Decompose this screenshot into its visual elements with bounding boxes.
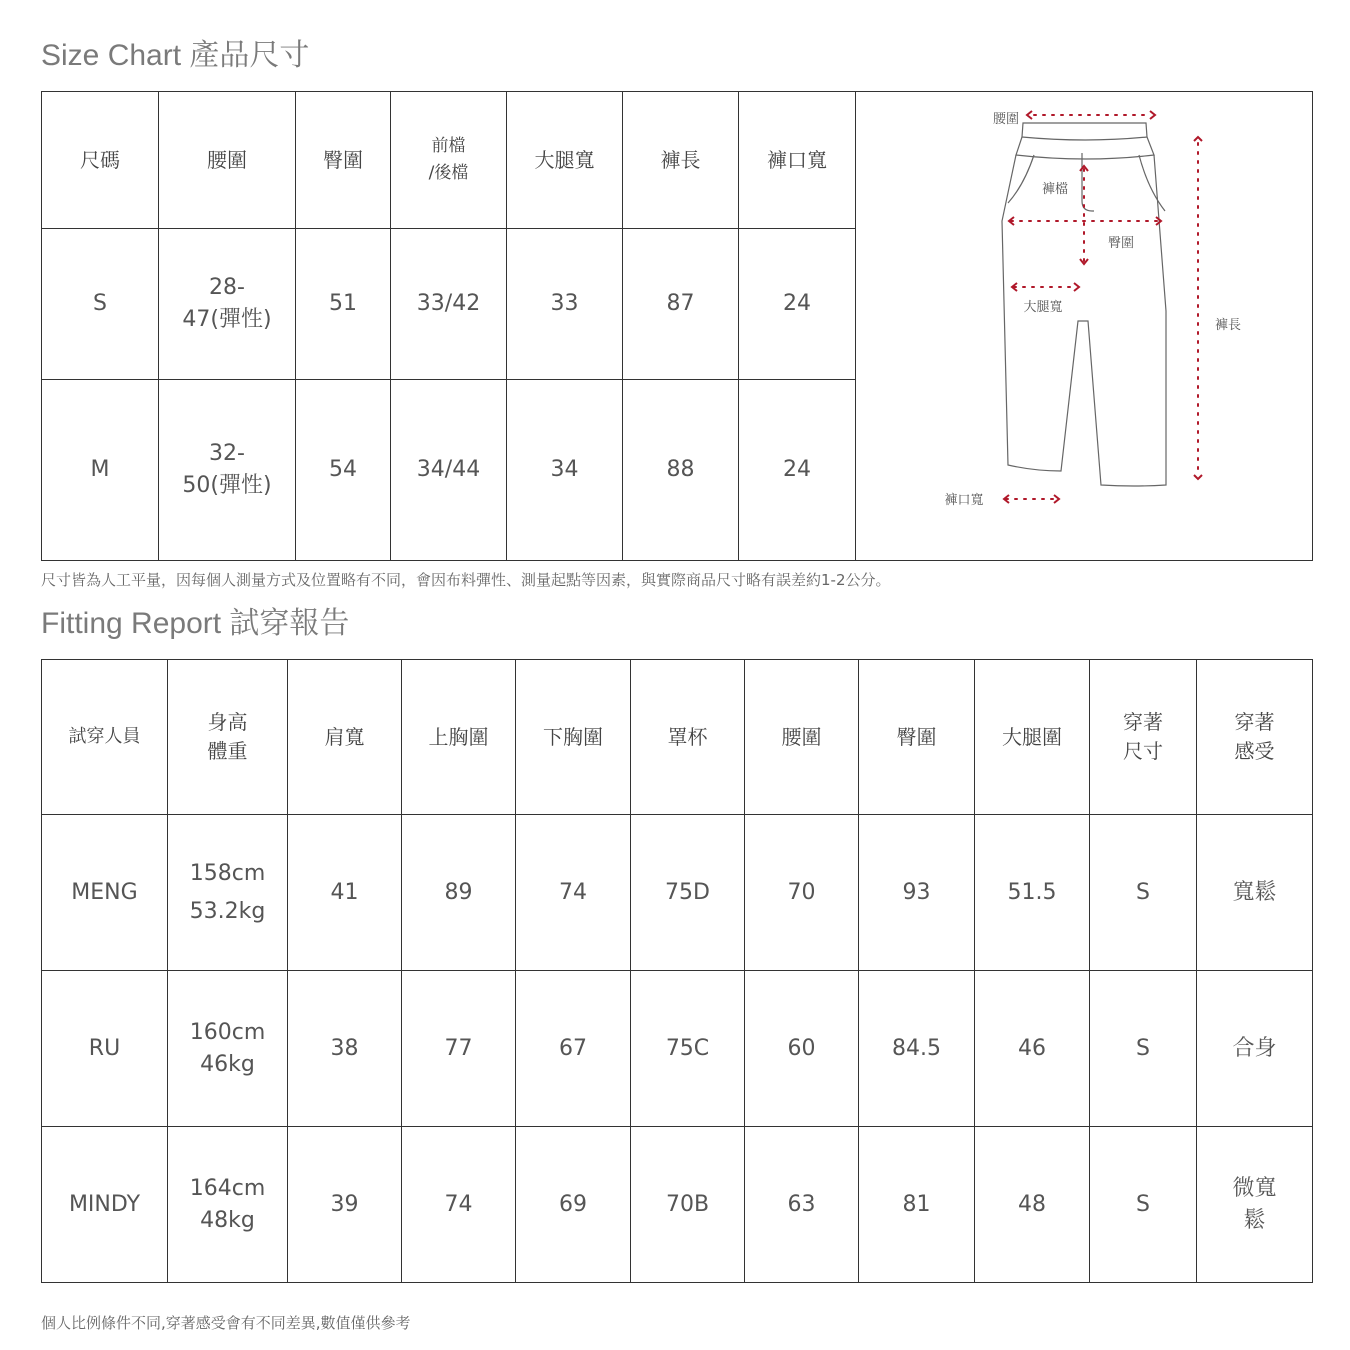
cell-feel-line1: 微寬 xyxy=(1232,1175,1277,1201)
fitting-report-note: 個人比例條件不同,穿著感受會有不同差異,數值僅供參考 xyxy=(41,1314,411,1332)
header-model: 試穿人員 xyxy=(42,660,168,815)
cell-hip: 51 xyxy=(296,229,391,380)
cell-height-weight xyxy=(168,815,288,971)
fitting-report-title: Fitting Report 試穿報告 xyxy=(41,607,350,640)
cell-rise: 33/42 xyxy=(391,229,507,380)
header-worn-size xyxy=(1090,660,1197,815)
size-chart-table xyxy=(41,91,1313,561)
cell-waist-line2: 47(彈性) xyxy=(182,307,272,332)
header-waist: 腰圍 xyxy=(159,92,296,229)
label-hip: 臀圍 xyxy=(1107,235,1135,251)
header-upper-chest: 上胸圍 xyxy=(402,660,516,815)
header-hip: 臀圍 xyxy=(859,660,975,815)
header-feel-line2: 感受 xyxy=(1234,739,1275,763)
header-rise xyxy=(391,92,507,229)
header-length: 褲長 xyxy=(623,92,739,229)
cell-upper-chest: 89 xyxy=(402,815,516,971)
cell-feel-line1: 寬鬆 xyxy=(1232,879,1277,905)
cell-worn-size: S xyxy=(1090,1127,1197,1283)
cell-model: MENG xyxy=(42,815,168,971)
cell-worn-size: S xyxy=(1090,815,1197,971)
table-row xyxy=(42,971,1313,1127)
header-waist: 腰圍 xyxy=(745,660,859,815)
cell-cup: 70B xyxy=(631,1127,745,1283)
cell-feel-line1: 合身 xyxy=(1232,1035,1277,1061)
label-waist: 腰圍 xyxy=(992,111,1020,127)
cell-worn-size: S xyxy=(1090,971,1197,1127)
cell-hem: 24 xyxy=(739,380,856,561)
cell-feel xyxy=(1197,1127,1313,1283)
label-length: 褲長 xyxy=(1214,317,1242,333)
cell-model: RU xyxy=(42,971,168,1127)
cell-thigh: 34 xyxy=(507,380,623,561)
header-feel-line1: 穿著 xyxy=(1234,710,1275,734)
label-hem: 褲口寬 xyxy=(944,492,984,508)
cell-hem: 24 xyxy=(739,229,856,380)
cell-height: 158cm xyxy=(189,861,266,887)
cell-under-chest: 74 xyxy=(516,815,631,971)
cell-weight: 46kg xyxy=(200,1051,255,1077)
header-cup: 罩杯 xyxy=(631,660,745,815)
cell-hip: 54 xyxy=(296,380,391,561)
cell-cup: 75C xyxy=(631,971,745,1127)
cell-waist xyxy=(159,380,296,561)
cell-shoulder: 41 xyxy=(288,815,402,971)
cell-height-weight xyxy=(168,1127,288,1283)
header-worn-size-line2: 尺寸 xyxy=(1123,739,1163,763)
cell-hip: 84.5 xyxy=(859,971,975,1127)
cell-feel-line2: 鬆 xyxy=(1243,1207,1266,1233)
cell-shoulder: 39 xyxy=(288,1127,402,1283)
fit-header-row xyxy=(42,660,1313,815)
cell-thigh: 48 xyxy=(975,1127,1090,1283)
header-thigh: 大腿寬 xyxy=(507,92,623,229)
pants-diagram xyxy=(856,93,1312,560)
cell-under-chest: 69 xyxy=(516,1127,631,1283)
header-feel xyxy=(1197,660,1313,815)
cell-waist: 63 xyxy=(745,1127,859,1283)
cell-under-chest: 67 xyxy=(516,971,631,1127)
cell-weight: 53.2kg xyxy=(189,898,266,924)
header-rise-back: /後檔 xyxy=(428,163,469,183)
cell-thigh: 46 xyxy=(975,971,1090,1127)
cell-waist-line2: 50(彈性) xyxy=(182,473,272,498)
header-rise-front: 前檔 xyxy=(431,135,466,156)
cell-waist-line1: 32- xyxy=(209,441,245,467)
header-thigh: 大腿圍 xyxy=(975,660,1090,815)
cell-hip: 93 xyxy=(859,815,975,971)
header-under-chest: 下胸圍 xyxy=(516,660,631,815)
cell-feel xyxy=(1197,971,1313,1127)
label-thigh: 大腿寬 xyxy=(1023,299,1063,315)
cell-length: 87 xyxy=(623,229,739,380)
cell-height: 160cm xyxy=(189,1019,266,1045)
cell-waist: 60 xyxy=(745,971,859,1127)
header-hem: 褲口寬 xyxy=(739,92,856,229)
header-worn-size-line1: 穿著 xyxy=(1123,710,1163,734)
cell-upper-chest: 74 xyxy=(402,1127,516,1283)
cell-size: M xyxy=(42,380,159,561)
header-height: 身高 xyxy=(207,710,248,734)
table-row xyxy=(42,1127,1313,1283)
size-header-row xyxy=(42,92,1313,229)
header-hip: 臀圍 xyxy=(296,92,391,229)
table-row xyxy=(42,815,1313,971)
cell-height: 164cm xyxy=(189,1175,266,1201)
cell-waist: 70 xyxy=(745,815,859,971)
fitting-report-table xyxy=(41,659,1313,1283)
cell-feel xyxy=(1197,815,1313,971)
cell-thigh: 33 xyxy=(507,229,623,380)
cell-hip: 81 xyxy=(859,1127,975,1283)
pants-diagram-cell xyxy=(856,92,1313,561)
header-height-weight xyxy=(168,660,288,815)
header-weight: 體重 xyxy=(207,739,248,763)
cell-weight: 48kg xyxy=(200,1207,255,1233)
size-chart-title: Size Chart 產品尺寸 xyxy=(41,39,310,72)
header-shoulder: 肩寬 xyxy=(288,660,402,815)
cell-size: S xyxy=(42,229,159,380)
size-chart-note: 尺寸皆為人工平量，因每個人測量方式及位置略有不同，會因布料彈性、測量起點等因素，與實際商品尺寸略有誤差約1-2公分。 xyxy=(41,571,891,589)
cell-waist-line1: 28- xyxy=(209,275,245,301)
cell-thigh: 51.5 xyxy=(975,815,1090,971)
cell-height-weight xyxy=(168,971,288,1127)
cell-cup: 75D xyxy=(631,815,745,971)
cell-upper-chest: 77 xyxy=(402,971,516,1127)
cell-model: MINDY xyxy=(42,1127,168,1283)
cell-waist xyxy=(159,229,296,380)
header-size: 尺碼 xyxy=(42,92,159,229)
label-rise: 褲檔 xyxy=(1041,181,1069,197)
cell-shoulder: 38 xyxy=(288,971,402,1127)
cell-length: 88 xyxy=(623,380,739,561)
cell-rise: 34/44 xyxy=(391,380,507,561)
